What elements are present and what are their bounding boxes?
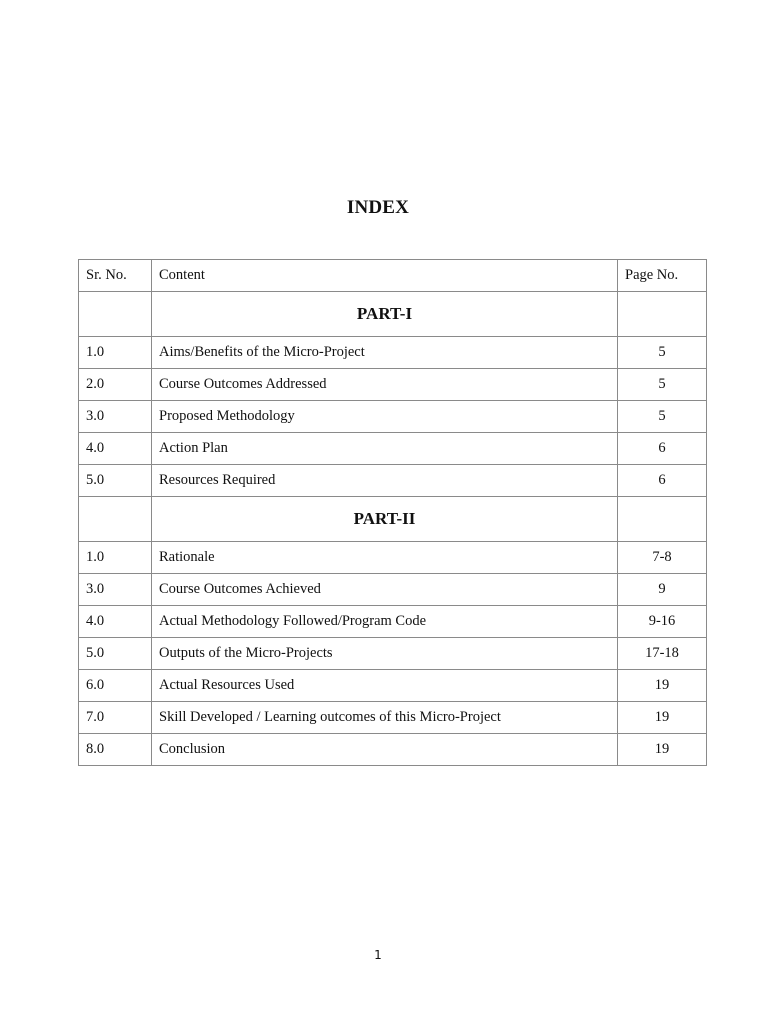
content-cell: Course Outcomes Achieved: [152, 574, 618, 606]
table-row: [79, 702, 707, 734]
page-no-cell: 5: [618, 401, 707, 433]
part-2-label: PART-II: [152, 497, 618, 542]
page-no-cell: 9-16: [618, 606, 707, 638]
sr-no-cell: 2.0: [79, 369, 152, 401]
table-row: [79, 638, 707, 670]
table-row: [79, 465, 707, 497]
table-header-row: [79, 260, 707, 292]
part-page-empty: [618, 497, 707, 542]
table-row: [79, 606, 707, 638]
page-no-cell: 5: [618, 337, 707, 369]
page-title: INDEX: [346, 197, 410, 218]
sr-no-cell: 8.0: [79, 734, 152, 766]
part-page-empty: [618, 292, 707, 337]
part-heading-row: [79, 497, 707, 542]
part-1-label: PART-I: [152, 292, 618, 337]
page-no-cell: 7-8: [618, 542, 707, 574]
sr-no-cell: 4.0: [79, 606, 152, 638]
sr-no-cell: 3.0: [79, 401, 152, 433]
content-cell: Resources Required: [152, 465, 618, 497]
table-row: [79, 734, 707, 766]
table-row: [79, 369, 707, 401]
part-sr-empty: [79, 497, 152, 542]
header-page-no: Page No.: [618, 260, 707, 292]
header-content: Content: [152, 260, 618, 292]
content-cell: Course Outcomes Addressed: [152, 369, 618, 401]
sr-no-cell: 1.0: [79, 542, 152, 574]
table-row: [79, 574, 707, 606]
part-heading-row: [79, 292, 707, 337]
sr-no-cell: 1.0: [79, 337, 152, 369]
content-cell: Outputs of the Micro-Projects: [152, 638, 618, 670]
sr-no-cell: 3.0: [79, 574, 152, 606]
header-sr-no: Sr. No.: [79, 260, 152, 292]
content-cell: Aims/Benefits of the Micro-Project: [152, 337, 618, 369]
page-no-cell: 19: [618, 670, 707, 702]
sr-no-cell: 6.0: [79, 670, 152, 702]
content-cell: Conclusion: [152, 734, 618, 766]
content-cell: Actual Methodology Followed/Program Code: [152, 606, 618, 638]
page-no-cell: 19: [618, 702, 707, 734]
sr-no-cell: 5.0: [79, 638, 152, 670]
content-cell: Proposed Methodology: [152, 401, 618, 433]
index-table: [78, 259, 707, 766]
page-no-cell: 19: [618, 734, 707, 766]
table-row: [79, 337, 707, 369]
page-no-cell: 9: [618, 574, 707, 606]
content-cell: Rationale: [152, 542, 618, 574]
table-row: [79, 433, 707, 465]
page-no-cell: 6: [618, 433, 707, 465]
table-row: [79, 401, 707, 433]
table-row: [79, 542, 707, 574]
footer-page-number: 1: [374, 948, 382, 962]
content-cell: Skill Developed / Learning outcomes of this Micro-Project: [152, 702, 618, 734]
page-no-cell: 6: [618, 465, 707, 497]
table-row: [79, 670, 707, 702]
page-no-cell: 5: [618, 369, 707, 401]
content-cell: Action Plan: [152, 433, 618, 465]
sr-no-cell: 5.0: [79, 465, 152, 497]
sr-no-cell: 7.0: [79, 702, 152, 734]
content-cell: Actual Resources Used: [152, 670, 618, 702]
page-no-cell: 17-18: [618, 638, 707, 670]
part-sr-empty: [79, 292, 152, 337]
sr-no-cell: 4.0: [79, 433, 152, 465]
